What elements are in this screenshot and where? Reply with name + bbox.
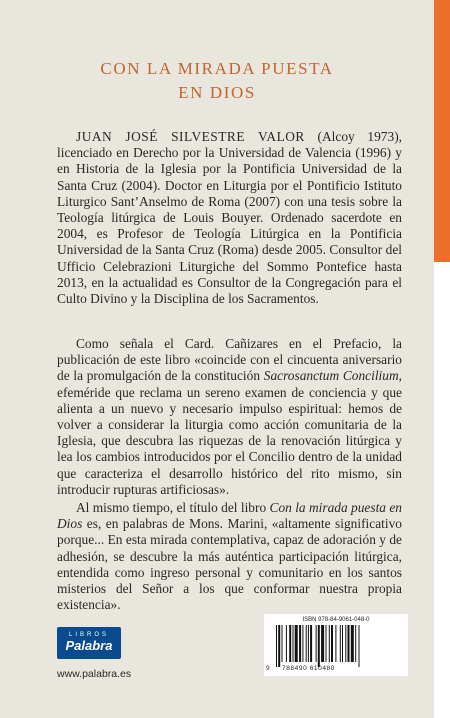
preface-text-start: Como señala el Card. Cañizares en el Prefacio, la publicación de este libro «coincide con el cincuenta aniversario de la promulgación de la constitución: [57, 336, 402, 384]
bio-text: (Alcoy 1973), licenciado en Derecho por la Universidad de Valencia (1996) y en Historia de la Iglesia por la Pontificia Universidad de la Santa Cruz (2004). Doctor en Liturgia por el Pontificio Istituto Liturgico Sant’Anselmo de Roma (2007) con una tesis sobre la Teología litúrgica de Louis Bouyer. Ordenado sacerdote en 2004, es Profesor de Teología Litúrgica en la Pontificia Universidad de la Santa Cruz (Roma) desde 2005. Consultor del Ufficio Celebrazioni Liturgiche del Sommo Pontefice hasta 2013, en la actualidad es Consultor de la Congregación para el Culto Divino y la Disciplina de los Sacramentos.: [57, 129, 403, 307]
book-title-italic: Con la mirada puesta en Dios: [57, 500, 402, 532]
preface-paragraph: [57, 336, 402, 498]
logo-palabra-text: Palabra: [65, 638, 113, 653]
barcode-bars-icon: [276, 625, 398, 667]
marini-text-end: es, en palabras de Mons. Marini, «altamente significativo porque... En esta mirada contemplativa, capaz de adoración y de adhesión, se descubre la más auténtica participación litúrgica, entendida como ingreso personal y comunitario en los santos misterios del Señor a los que conformar nuestra propia existencia».: [57, 516, 402, 613]
preface-quote-block: [57, 336, 402, 498]
preface-text-end: efeméride que reclama un sereno examen de conciencia y que alienta a un nuevo y necesario impulso espiritual: hemos de volver a considerar la liturgia como acción comunitaria de la Iglesia, que descubra las riquezas de la renovación litúrgica y lea los cambios introducidos por el Concilio dentro de la unidad que caracteriza el desarrollo histórico del rito mismo, sin introducir rupturas artificiosas».: [57, 384, 402, 497]
white-spine-edge: [434, 262, 450, 718]
author-name: JUAN JOSÉ SILVESTRE VALOR: [76, 129, 305, 144]
constitution-title: Sacrosanctum Concilium,: [263, 368, 402, 384]
book-title-line-1: CON LA MIRADA PUESTA: [100, 59, 334, 78]
marini-paragraph: [57, 500, 402, 613]
logo-libros-text: LIBROS: [68, 632, 109, 638]
publisher-website: www.palabra.es: [57, 668, 132, 680]
bio-paragraph: [57, 129, 402, 307]
palabra-publisher-logo: [57, 627, 121, 659]
orange-spine-stripe: [434, 0, 450, 262]
barcode-digits: 788490 610480: [282, 665, 335, 672]
book-title-line-2: EN DIOS: [178, 83, 256, 102]
isbn-barcode: [264, 614, 408, 676]
barcode-first-digit: 9: [266, 665, 270, 672]
marini-text-start: Al mismo tiempo, el título del libro: [76, 500, 270, 515]
marini-quote-block: [57, 500, 402, 613]
isbn-label: ISBN 978-84-9061-048-0: [302, 617, 370, 623]
author-bio: [57, 129, 402, 307]
